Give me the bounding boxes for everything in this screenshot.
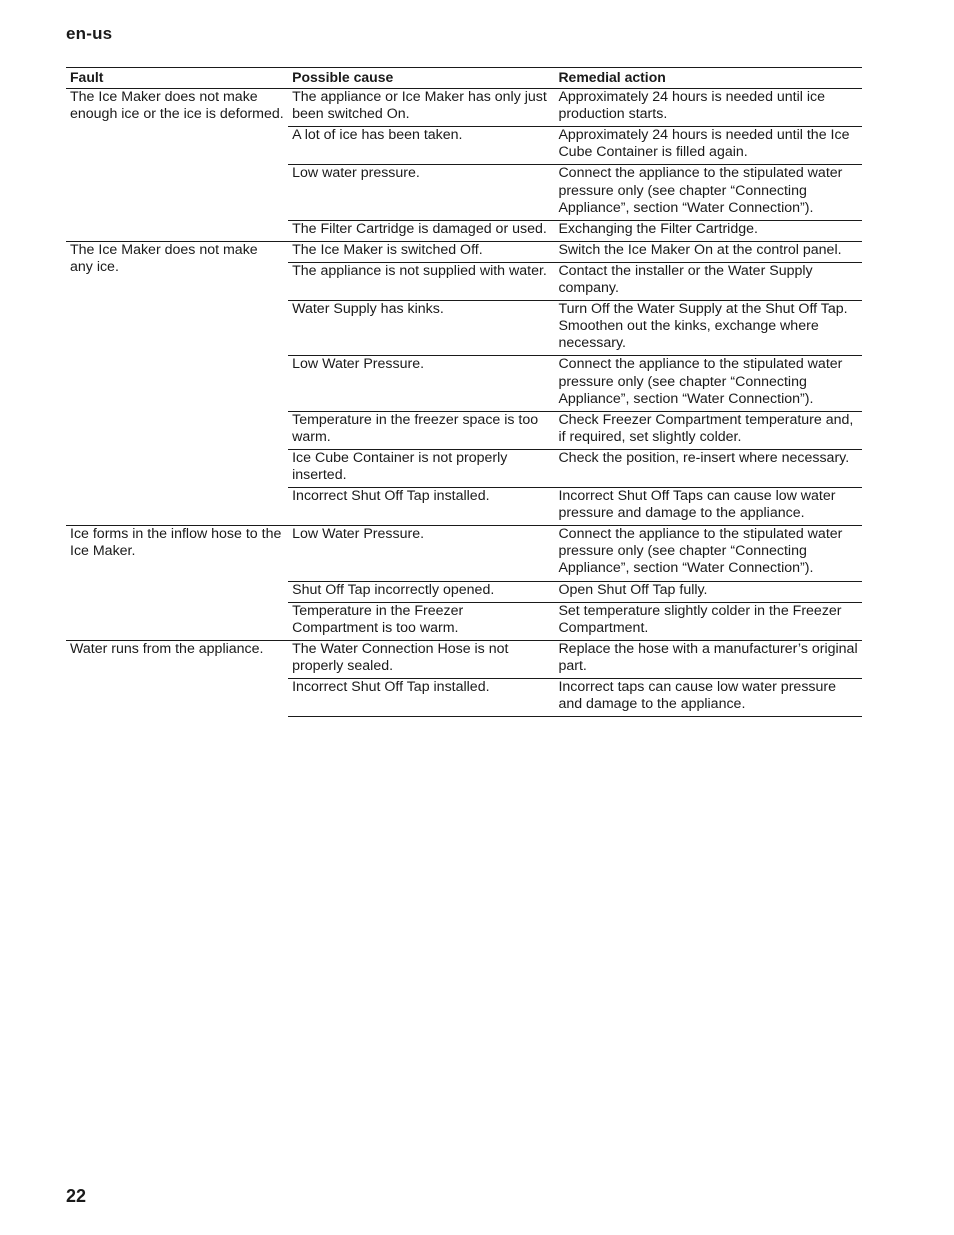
page-number: 22 [66, 1186, 87, 1206]
action-cell: Open Shut Off Tap fully. [554, 581, 862, 602]
troubleshooting-table [66, 67, 862, 717]
action-cell: Approximately 24 hours is needed until the Ice Cube Container is filled again. [554, 127, 862, 165]
action-cell: Connect the appliance to the stipulated water pressure only (see chapter “Connecting Appliance”, section “Water Connection”). [554, 526, 862, 581]
action-cell: Approximately 24 hours is needed until ice production starts. [554, 89, 862, 127]
action-cell: Turn Off the Water Supply at the Shut Off Tap. Smoothen out the kinks, exchange where necessary. [554, 301, 862, 356]
fault-cell: Ice forms in the inflow hose to the Ice Maker. [66, 526, 288, 641]
fault-cell: The Ice Maker does not make any ice. [66, 241, 288, 525]
cause-cell: The appliance or Ice Maker has only just been switched On. [288, 89, 554, 127]
table-row [66, 526, 862, 581]
action-cell: Check the position, re-insert where necessary. [554, 449, 862, 487]
table-row [66, 640, 862, 678]
cause-cell: Incorrect Shut Off Tap installed. [288, 488, 554, 526]
action-cell: Incorrect Shut Off Taps can cause low water pressure and damage to the appliance. [554, 488, 862, 526]
cause-cell: The appliance is not supplied with water. [288, 262, 554, 300]
action-cell: Exchanging the Filter Cartridge. [554, 220, 862, 241]
table-body [66, 89, 862, 717]
action-cell: Set temperature slightly colder in the Freezer Compartment. [554, 602, 862, 640]
cause-cell: Shut Off Tap incorrectly opened. [288, 581, 554, 602]
language-code: en-us [66, 24, 113, 43]
action-cell: Replace the hose with a manufacturer’s original part. [554, 640, 862, 678]
column-header-possible-cause: Possible cause [288, 68, 554, 89]
cause-cell: Low Water Pressure. [288, 526, 554, 581]
cause-cell: The Ice Maker is switched Off. [288, 241, 554, 262]
cause-cell: A lot of ice has been taken. [288, 127, 554, 165]
action-cell: Switch the Ice Maker On at the control panel. [554, 241, 862, 262]
cause-cell: Incorrect Shut Off Tap installed. [288, 679, 554, 717]
cause-cell: Water Supply has kinks. [288, 301, 554, 356]
action-cell: Connect the appliance to the stipulated water pressure only (see chapter “Connecting Appliance”, section “Water Connection”). [554, 165, 862, 220]
cause-cell: Ice Cube Container is not properly inserted. [288, 449, 554, 487]
table-row [66, 89, 862, 127]
cause-cell: Temperature in the Freezer Compartment is too warm. [288, 602, 554, 640]
fault-cell: Water runs from the appliance. [66, 640, 288, 716]
cause-cell: Temperature in the freezer space is too warm. [288, 411, 554, 449]
cause-cell: The Water Connection Hose is not properly sealed. [288, 640, 554, 678]
table-header-row [66, 68, 862, 89]
column-header-remedial-action: Remedial action [554, 68, 862, 89]
column-header-fault: Fault [66, 68, 288, 89]
fault-cell: The Ice Maker does not make enough ice or the ice is deformed. [66, 89, 288, 242]
cause-cell: The Filter Cartridge is damaged or used. [288, 220, 554, 241]
cause-cell: Low Water Pressure. [288, 356, 554, 411]
action-cell: Check Freezer Compartment temperature and, if required, set slightly colder. [554, 411, 862, 449]
action-cell: Connect the appliance to the stipulated water pressure only (see chapter “Connecting Appliance”, section “Water Connection”). [554, 356, 862, 411]
table-row [66, 241, 862, 262]
action-cell: Contact the installer or the Water Supply company. [554, 262, 862, 300]
cause-cell: Low water pressure. [288, 165, 554, 220]
action-cell: Incorrect taps can cause low water pressure and damage to the appliance. [554, 679, 862, 717]
